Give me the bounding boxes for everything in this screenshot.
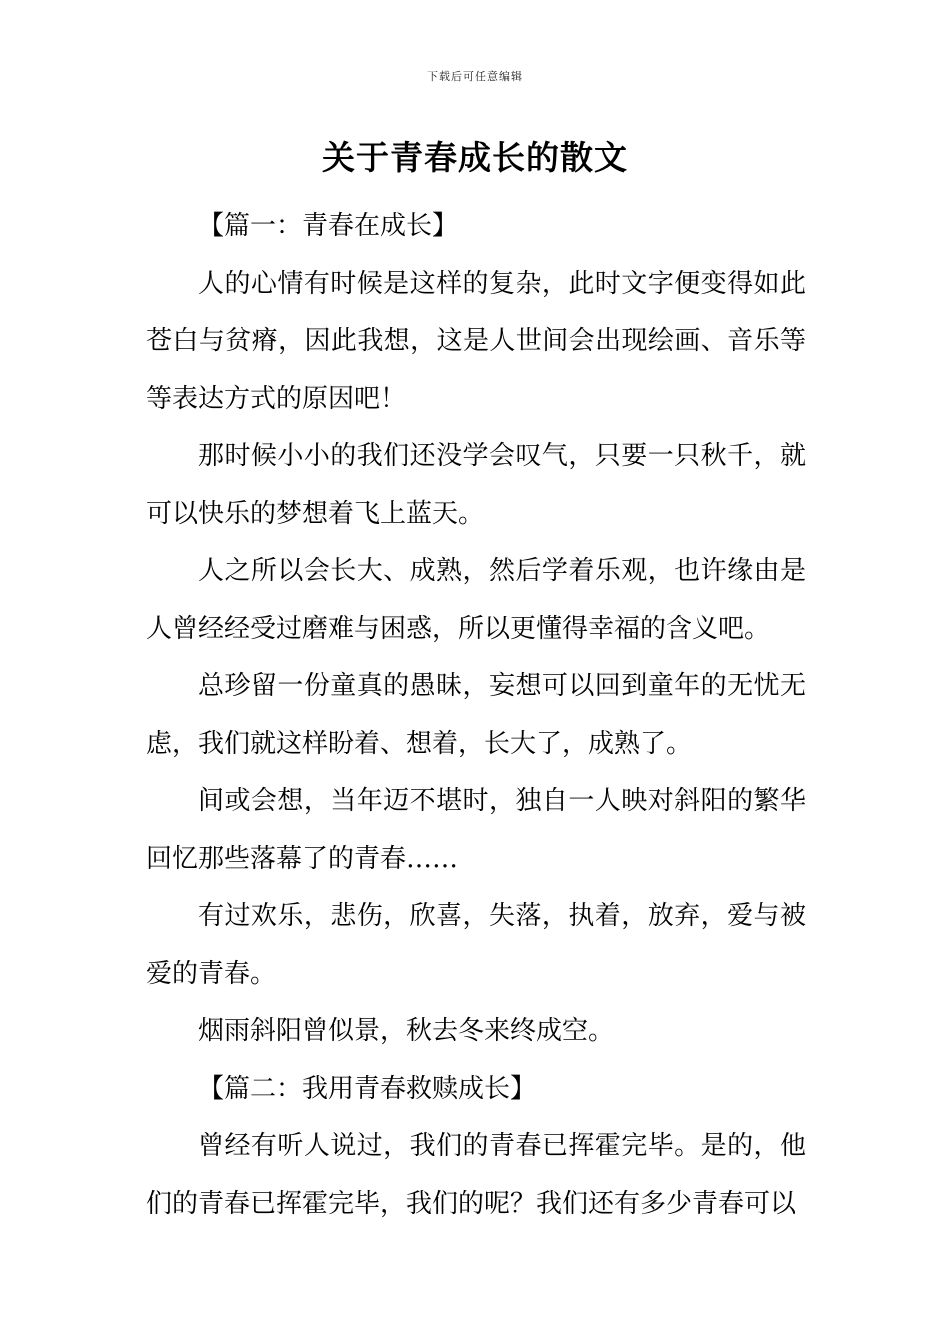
paragraph: 间或会想，当年迈不堪时，独自一人映对斜阳的繁华回忆那些落幕了的青春…… (146, 786, 806, 874)
paragraph: 曾经有听人说过，我们的青春已挥霍完毕。是的，他们的青春已挥霍完毕，我们的呢？我们还有多少青春可以 (146, 1131, 806, 1219)
paragraph: 人的心情有时候是这样的复杂，此时文字便变得如此苍白与贫瘠，因此我想，这是人世间会出现绘画、音乐等等表达方式的原因吧！ (146, 268, 806, 414)
document-title: 关于青春成长的散文 (322, 138, 628, 177)
header-note: 下载后可任意编辑 (427, 70, 523, 83)
section-heading-2: 【篇二：我用青春救赎成长】 (198, 1073, 537, 1104)
paragraph: 人之所以会长大、成熟，然后学着乐观，也许缘由是人曾经经受过磨难与困惑，所以更懂得幸福的含义吧。 (146, 556, 806, 644)
paragraph: 有过欢乐，悲伤，欣喜，失落，执着，放弃，爱与被爱的青春。 (146, 901, 806, 989)
paragraph: 总珍留一份童真的愚昧，妄想可以回到童年的无忧无虑，我们就这样盼着、想着，长大了，成熟了。 (146, 671, 806, 759)
section-heading-1: 【篇一：青春在成长】 (198, 211, 459, 241)
document-body (146, 198, 806, 1233)
paragraph: 那时候小小的我们还没学会叹气，只要一只秋千，就可以快乐的梦想着飞上蓝天。 (146, 441, 806, 529)
paragraph: 烟雨斜阳曾似景，秋去冬来终成空。 (198, 1016, 615, 1046)
